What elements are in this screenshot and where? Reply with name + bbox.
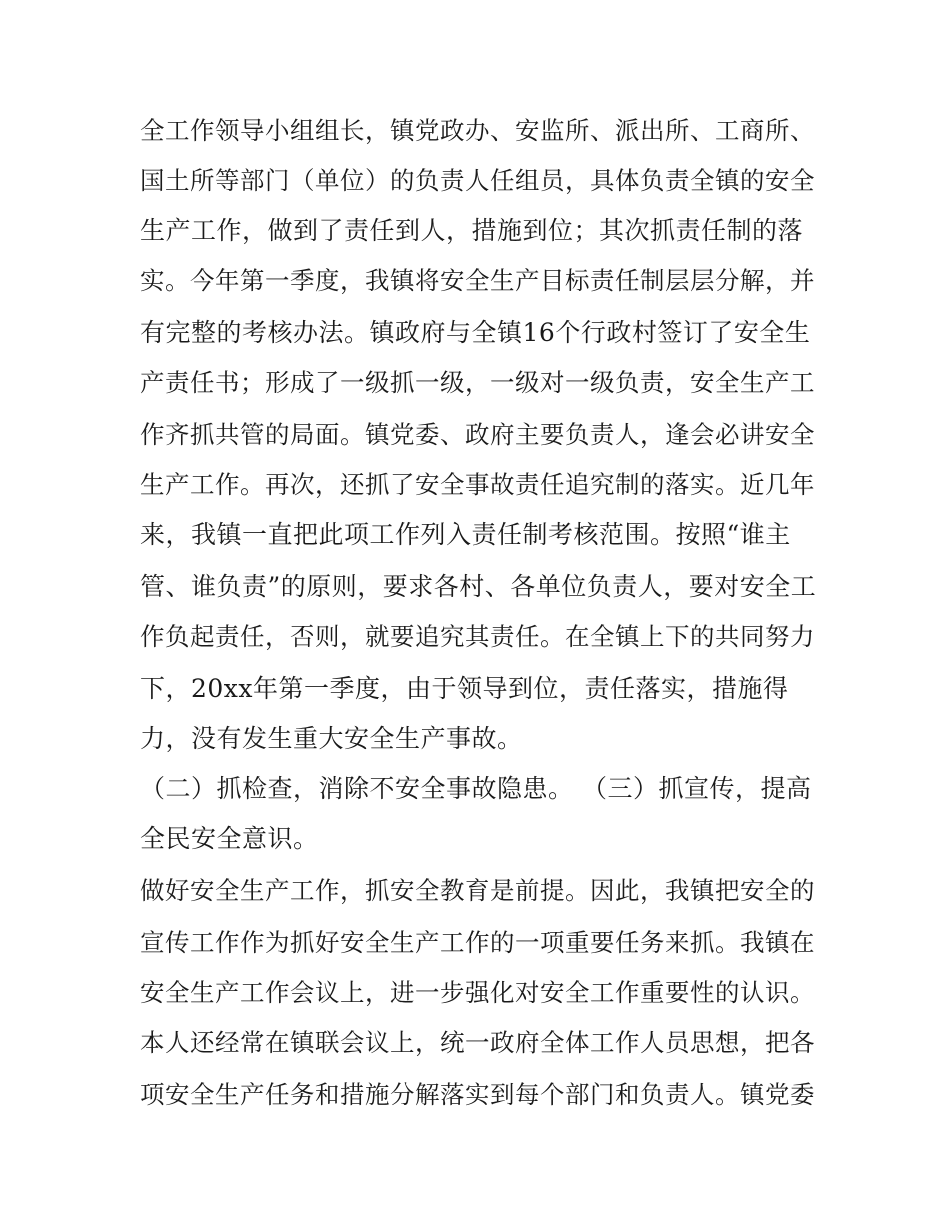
text-line: 生产工作。再次，还抓了安全事故责任追究制的落实。近几年: [140, 470, 815, 499]
text-line: 有完整的考核办法。镇政府与全镇16个行政村签订了安全生: [140, 318, 811, 347]
text-line: （二）抓检查，消除不安全事故隐患。 （三）抓宣传，提高: [140, 774, 812, 803]
text-line: 本人还经常在镇联会议上，统一政府全体工作人员思想，把各: [140, 1028, 815, 1057]
text-line: 实。今年第一季度，我镇将安全生产目标责任制层层分解，并: [140, 266, 815, 295]
text-line: 做好安全生产工作，抓安全教育是前提。因此，我镇把安全的: [140, 876, 815, 905]
text-line: 国土所等部门（单位）的负责人任组员，具体负责全镇的安全: [140, 166, 815, 195]
text-line: 管、谁负责”的原则，要求各村、各单位负责人，要对安全工: [140, 572, 817, 601]
text-line: 下，20xx年第一季度，由于领导到位，责任落实，措施得: [140, 674, 789, 703]
text-line: 生产工作，做到了责任到人，措施到位；其次抓责任制的落: [140, 216, 804, 245]
text-line: 全民安全意识。: [140, 824, 319, 853]
text-line: 来，我镇一直把此项工作列入责任制考核范围。按照“谁主: [140, 520, 791, 549]
text-line: 安全生产工作会议上，进一步强化对安全工作重要性的认识。: [140, 978, 815, 1007]
text-line: 宣传工作作为抓好安全生产工作的一项重要任务来抓。我镇在: [140, 928, 815, 957]
text-line: 产责任书；形成了一级抓一级，一级对一级负责，安全生产工: [140, 368, 815, 397]
text-line: 作负起责任，否则，就要追究其责任。在全镇上下的共同努力: [140, 622, 815, 651]
text-line: 全工作领导小组组长，镇党政办、安监所、派出所、工商所、: [140, 116, 815, 145]
text-line: 力，没有发生重大安全生产事故。: [140, 724, 523, 753]
text-line: 项安全生产任务和措施分解落实到每个部门和负责人。镇党委: [140, 1080, 815, 1109]
text-line: 作齐抓共管的局面。镇党委、政府主要负责人，逢会必讲安全: [140, 420, 815, 449]
